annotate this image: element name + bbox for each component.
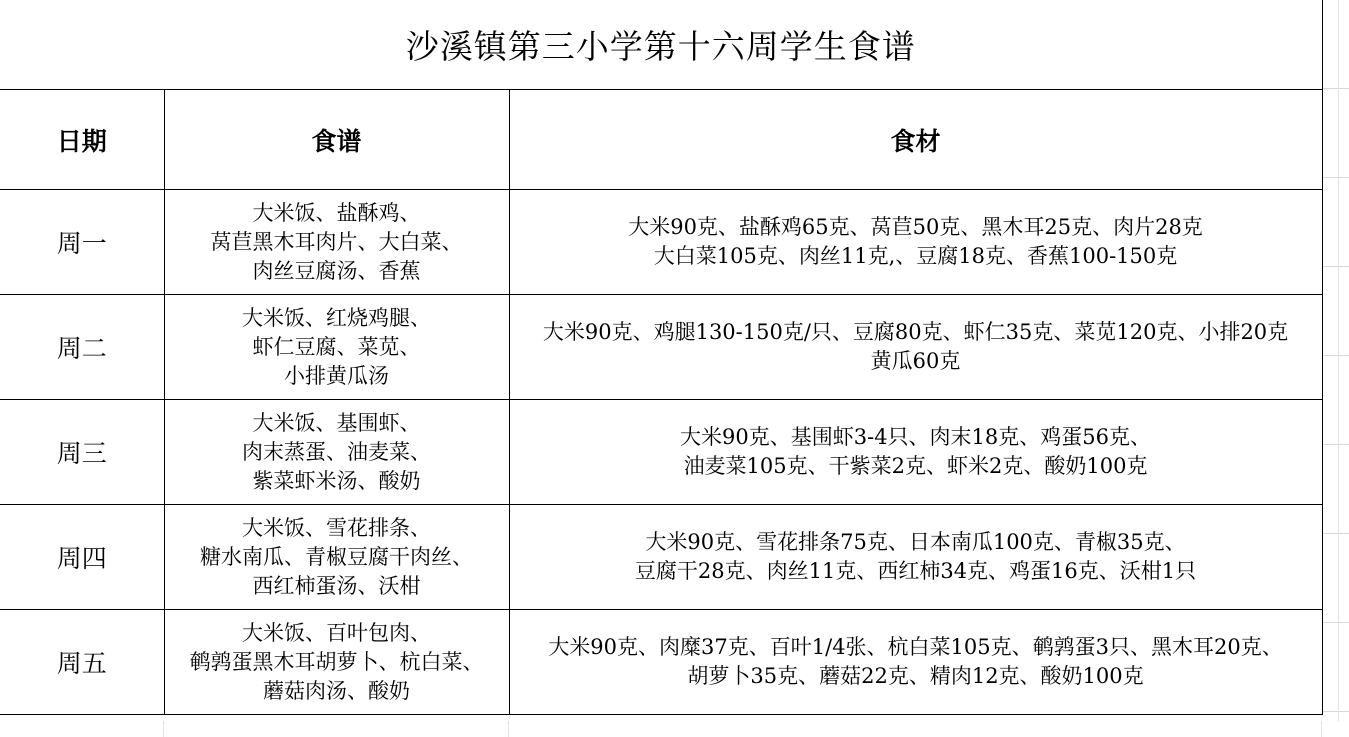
recipe-line: 大米饭、基围虾、 bbox=[252, 410, 421, 435]
ingredient-line: 胡萝卜35克、蘑菇22克、精肉12克、酸奶100克 bbox=[687, 664, 1144, 688]
gridline bbox=[1321, 721, 1322, 737]
sheet-gridlines-bottom bbox=[0, 721, 1349, 737]
recipe-line: 大米饭、百叶包肉、 bbox=[242, 620, 431, 645]
ingredient-line: 豆腐干28克、肉丝11克、西红柿34克、鸡蛋16克、沃柑1只 bbox=[634, 559, 1197, 583]
ingredient-line: 油麦菜105克、干紫菜2克、虾米2克、酸奶100克 bbox=[683, 454, 1148, 478]
header-recipe: 食谱 bbox=[164, 90, 509, 190]
ingredient-line: 大米90克、肉糜37克、百叶1/4张、杭白菜105克、鹌鹑蛋3只、黑木耳20克、 bbox=[548, 635, 1283, 659]
recipe-cell bbox=[164, 295, 509, 400]
ingredient-cell bbox=[509, 400, 1322, 505]
recipe-line: 鹌鹑蛋黑木耳胡萝卜、杭白菜、 bbox=[189, 649, 484, 674]
recipe-line: 糖水南瓜、青椒豆腐干肉丝、 bbox=[200, 544, 473, 569]
gridline bbox=[163, 721, 164, 737]
table-row-tuesday bbox=[0, 295, 1322, 400]
day-label: 周四 bbox=[0, 505, 164, 610]
ingredient-cell bbox=[509, 610, 1322, 715]
recipe-line: 肉末蒸蛋、油麦菜、 bbox=[242, 439, 431, 464]
recipe-line: 虾仁豆腐、菜苋、 bbox=[252, 334, 421, 359]
ingredient-line: 大米90克、基围虾3-4只、肉末18克、鸡蛋56克、 bbox=[680, 425, 1151, 449]
recipe-cell bbox=[164, 505, 509, 610]
recipe-line: 大米饭、雪花排条、 bbox=[242, 515, 431, 540]
header-date: 日期 bbox=[0, 90, 164, 190]
recipe-line: 肉丝豆腐汤、香蕉 bbox=[252, 258, 421, 283]
recipe-line: 莴苣黑木耳肉片、大白菜、 bbox=[210, 229, 463, 254]
gridline bbox=[508, 721, 509, 737]
recipe-cell bbox=[164, 190, 509, 295]
ingredient-line: 大米90克、盐酥鸡65克、莴苣50克、黑木耳25克、肉片28克 bbox=[628, 215, 1203, 239]
recipe-line: 蘑菇肉汤、酸奶 bbox=[263, 678, 410, 703]
day-label: 周三 bbox=[0, 400, 164, 505]
recipe-cell bbox=[164, 610, 509, 715]
recipe-line: 大米饭、红烧鸡腿、 bbox=[242, 305, 431, 330]
day-label: 周五 bbox=[0, 610, 164, 715]
table-row-wednesday bbox=[0, 400, 1322, 505]
table-row-thursday bbox=[0, 505, 1322, 610]
recipe-line: 西红柿蛋汤、沃柑 bbox=[252, 573, 421, 598]
day-label: 周二 bbox=[0, 295, 164, 400]
title-row bbox=[0, 0, 1322, 90]
ingredient-cell bbox=[509, 295, 1322, 400]
ingredient-cell bbox=[509, 190, 1322, 295]
ingredient-cell bbox=[509, 505, 1322, 610]
recipe-line: 紫菜虾米汤、酸奶 bbox=[252, 468, 421, 493]
ingredient-line: 大白菜105克、肉丝11克,、豆腐18克、香蕉100-150克 bbox=[653, 244, 1178, 268]
ingredient-line: 大米90克、雪花排条75克、日本南瓜100克、青椒35克、 bbox=[645, 530, 1186, 554]
table-row-friday bbox=[0, 610, 1322, 715]
ingredient-line: 黄瓜60克 bbox=[870, 349, 961, 373]
table-row-monday bbox=[0, 190, 1322, 295]
menu-title: 沙溪镇第三小学第十六周学生食谱 bbox=[0, 0, 1322, 90]
recipe-line: 小排黄瓜汤 bbox=[284, 363, 389, 388]
ingredient-line: 大米90克、鸡腿130-150克/只、豆腐80克、虾仁35克、菜苋120克、小排20克 bbox=[542, 320, 1289, 344]
day-label: 周一 bbox=[0, 190, 164, 295]
header-row bbox=[0, 90, 1322, 190]
sheet-gridlines-right bbox=[1322, 0, 1349, 737]
header-ingredients: 食材 bbox=[509, 90, 1322, 190]
recipe-line: 大米饭、盐酥鸡、 bbox=[252, 200, 421, 225]
sheet-gridline-vertical bbox=[1338, 0, 1339, 737]
recipe-cell bbox=[164, 400, 509, 505]
